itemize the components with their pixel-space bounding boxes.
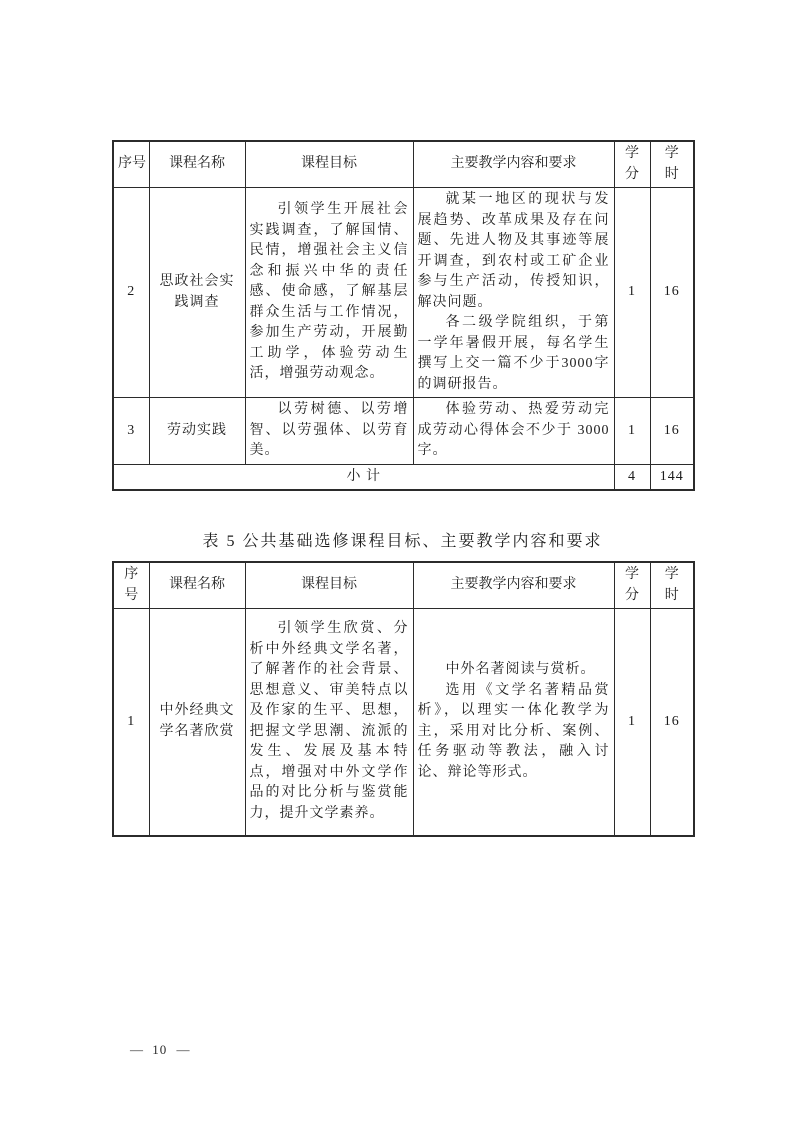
course-table-top: [112, 140, 695, 491]
cell-hours: 16: [650, 188, 694, 398]
cell-course-objective: [245, 398, 413, 465]
header-hours: 学时: [650, 141, 694, 188]
cell-seq-no: 2: [113, 188, 149, 398]
cell-course-name: 中外经典文学名著欣赏: [149, 609, 245, 836]
content-paragraph-2: 选用《文学名著精品赏析》，以理实一体化教学为主，采用对比分析、案例、任务驱动等教法，融入讨论、辩论等形式。: [417, 682, 610, 780]
cell-credits: 1: [614, 609, 650, 836]
footer-left-dash: —: [130, 1042, 143, 1057]
footer-right-dash: —: [176, 1042, 190, 1057]
header-course-objective: 课程目标: [245, 141, 413, 188]
cell-main-content: [413, 188, 614, 398]
table-top-header-row: [113, 141, 694, 188]
header-credits: 学分: [614, 562, 650, 609]
page-number: 10: [152, 1042, 168, 1057]
header-main-content: 主要教学内容和要求: [413, 562, 614, 609]
content-paragraph-1: 中外名著阅读与赏析。: [445, 662, 596, 678]
subtotal-row: [113, 464, 694, 490]
cell-course-objective: [245, 188, 413, 398]
header-seq-no: 序号: [113, 562, 149, 609]
cell-hours: 16: [650, 609, 694, 836]
cell-course-name: 思政社会实践调查: [149, 188, 245, 398]
cell-hours: 16: [650, 398, 694, 465]
table-row: [113, 609, 694, 836]
header-hours: 学时: [650, 562, 694, 609]
cell-main-content: [413, 609, 614, 836]
cell-credits: 1: [614, 188, 650, 398]
header-course-name: 课程名称: [149, 562, 245, 609]
objective-paragraph: 以劳树德、以劳增智、以劳强体、以劳育美。: [249, 402, 409, 458]
cell-seq-no: 1: [113, 609, 149, 836]
content-paragraph-1: 就某一地区的现状与发展趋势、改革成果及存在问题、先进人物及其事迹等展开调查，到农村或工矿企业参与生产活动，传授知识，解决问题。: [417, 192, 610, 310]
cell-credits: 1: [614, 398, 650, 465]
content-paragraph-1: 体验劳动、热爱劳动完成劳动心得体会不少于 3000 字。: [417, 402, 610, 458]
header-seq-no: 序号: [113, 141, 149, 188]
subtotal-hours: 144: [650, 464, 694, 490]
cell-seq-no: 3: [113, 398, 149, 465]
course-table-5: [112, 561, 695, 837]
header-course-name: 课程名称: [149, 141, 245, 188]
header-credits: 学分: [614, 141, 650, 188]
content-paragraph-2: 各二级学院组织，于第一学年暑假开展，每名学生撰写上交一篇不少于3000字的调研报告。: [417, 315, 610, 392]
cell-course-objective: [245, 609, 413, 836]
cell-main-content: [413, 398, 614, 465]
subtotal-label: 小 计: [113, 464, 614, 490]
page-footer: [124, 1042, 196, 1058]
table5-header-row: [113, 562, 694, 609]
objective-paragraph: 引领学生欣赏、分析中外经典文学名著，了解著作的社会背景、思想意义、审美特点以及作家的生平、思想，把握文学思潮、流派的发生、发展及基本特点，增强对中外文学作品的对比分析与鉴赏能力，提升文学素养。: [249, 621, 409, 821]
table5-caption: 表 5 公共基础选修课程目标、主要教学内容和要求: [202, 533, 603, 550]
table-row: [113, 398, 694, 465]
header-main-content: 主要教学内容和要求: [413, 141, 614, 188]
cell-course-name: 劳动实践: [149, 398, 245, 465]
header-course-objective: 课程目标: [245, 562, 413, 609]
table-row: [113, 188, 694, 398]
subtotal-credits: 4: [614, 464, 650, 490]
objective-paragraph: 引领学生开展社会实践调查，了解国情、民情，增强社会主义信念和振兴中华的责任感、使命感，了解基层群众生活与工作情况，参加生产劳动，开展勤工助学，体验劳动生活，增强劳动观念。: [249, 202, 409, 382]
